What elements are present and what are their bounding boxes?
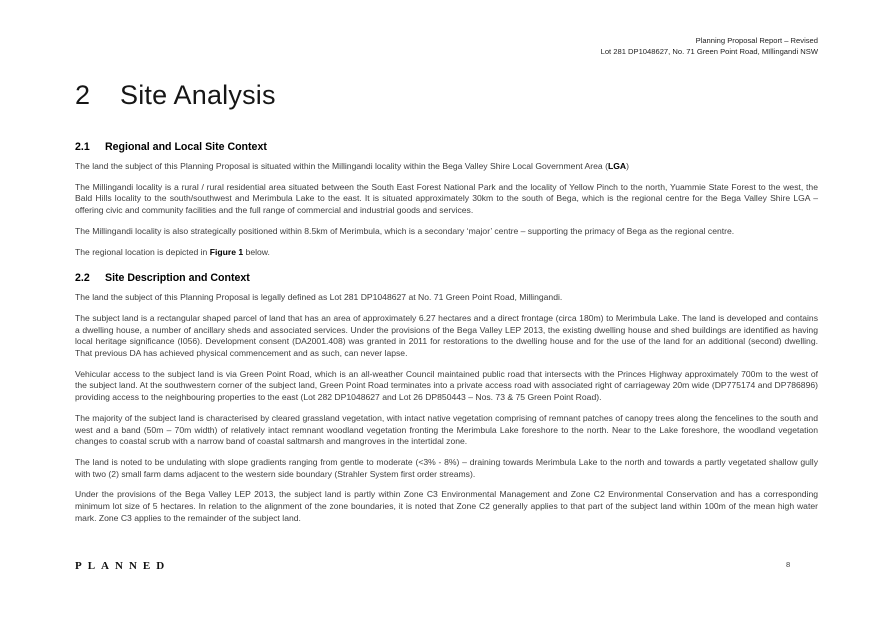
paragraph: Vehicular access to the subject land is via Green Point Road, which is an all-weather Council maintained public road that intersects with the Princes Highway approximately 700m to the west of the subject land. At the southwestern corner of the subject land, Green Point Road terminates into a private access road with associated right of carriageway 20m wide (DP775174 and DP786896) providing access to the neighbouring properties to the east (Lot 282 DP1048627 and Lot 26 DP850443 – Nos. 73 & 75 Green Point Road). [75,368,818,403]
page-title-text: Site Analysis [120,80,276,110]
paragraph-run: ) [626,161,629,171]
paragraph: Under the provisions of the Bega Valley LEP 2013, the subject land is partly within Zone C3 Environmental Management and Zone C2 Environmental Conservation and has a corresponding minimum lot size of 5 hectares. In relation to the alignment of the zone boundaries, it is noted that Zone C2 generally applies to that part of the subject land within 100m of the mean high water mark. Zone C3 applies to the remainder of the subject land. [75,489,818,523]
paragraph-run: The regional location is depicted in [75,246,210,257]
paragraph [75,161,818,173]
paragraph-run: The land the subject of this Planning Proposal is situated within the Millingandi locality within the Bega Valley Shire Local Government Area ( [75,161,608,171]
section-heading-2-1 [75,141,818,154]
paragraph-run: below. [243,246,270,257]
section-heading-text: Regional and Local Site Context [105,141,267,153]
paragraph-bold-run: LGA [607,161,627,171]
page-title-number: 2 [75,80,91,110]
paragraph: The Millingandi locality is also strategically positioned within 8.5km of Merimbula, which is a secondary ‘major’ centre – supporting the primacy of Bega as the regional centre. [75,225,735,236]
page-title [75,78,818,112]
paragraph: The land the subject of this Planning Proposal is legally defined as Lot 281 DP1048627 at No. 71 Green Point Road, Millingandi. [75,292,563,303]
report-header-line1: Planning Proposal Report – Revised [695,36,818,45]
page-number: 8 [786,560,791,569]
page-content [75,78,818,533]
section-heading-2-2 [75,272,818,285]
report-header [601,36,818,57]
section-heading-text: Site Description and Context [105,272,250,285]
planned-logo: PLANNED [75,560,171,572]
section-number: 2.1 [75,141,90,153]
paragraph [75,247,818,259]
paragraph: The subject land is a rectangular shaped parcel of land that has an area of approximately 6.27 hectares and a direct frontage (circa 180m) to Merimbula Lake. The land is developed and contains a dwelling house, a number of ancillary sheds and associated services. Under the provisions of the Bega Valley LEP 2013, the existing dwelling house and shed buildings are identified as having local heritage significance (I056). Development consent (DA2001.408) was granted in 2011 for restorations to the dwelling house and for the use of the land for an additional (second) dwelling. That previous DA has achieved physical commencement and as such, can never lapse. [75,312,818,359]
paragraph: The Millingandi locality is a rural / rural residential area situated between the South East Forest National Park and the locality of Yellow Pinch to the north, Yuammie State Forest to the west, the Bald Hills locality to the south/southwest and Merimbula Lake to the east. It is situated approximately 30km to the south of Bega, which is the regional centre for the Bega Valley Shire LGA – offering civic and community facilities and the full range of commercial and industrial goods and services. [75,181,818,216]
report-header-line2: Lot 281 DP1048627, No. 71 Green Point Road, MIllingandi NSW [600,46,818,56]
paragraph: The majority of the subject land is characterised by cleared grassland vegetation, with intact native vegetation comprising of remnant patches of canopy trees along the fencelines to the south and west and a band (50m – 70m width) of relatively intact remnant woodland vegetation fronting the Merimbula Lake foreshore to the north. Near to the Lake foreshore, the woodland vegetation changes to coastal scrub with a narrow band of coastal saltmarsh and mangroves in the intertidal zone. [75,412,818,447]
section-number: 2.2 [75,272,90,285]
figure-reference: Figure 1 [209,246,244,257]
paragraph: The land is noted to be undulating with slope gradients ranging from gentle to moderate (<3% - 8%) – draining towards Merimbula Lake to the north and towards a partly vegetated shallow gully with two (2) small farm dams adjacent to the western side boundary (Strahler System first order streams). [75,456,818,479]
